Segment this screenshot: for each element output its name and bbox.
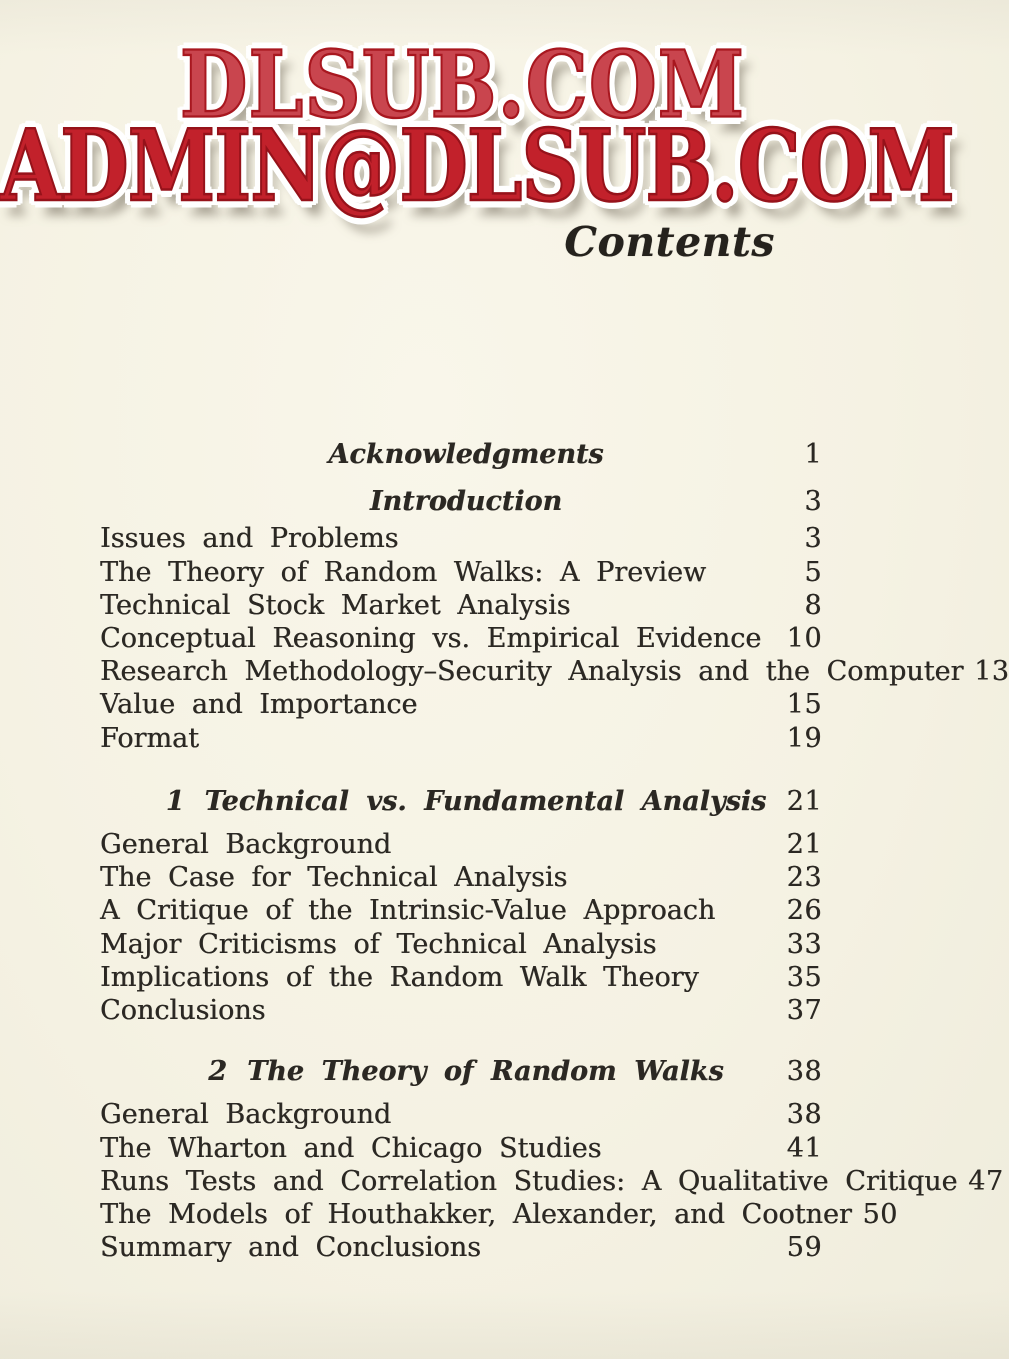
- toc-entry: [100, 1198, 898, 1231]
- toc-entry-title: Research Methodology–Security Analysis and the Computer: [100, 656, 964, 688]
- toc-entry-title: Technical Stock Market Analysis: [100, 589, 571, 621]
- toc-entry: [100, 688, 822, 721]
- toc-entry: [100, 1098, 822, 1131]
- toc-entry-title: The Wharton and Chicago Studies: [100, 1132, 602, 1164]
- toc-section-heading-text: 2 The Theory of Random Walks: [208, 1056, 724, 1088]
- toc-section-heading: [100, 785, 822, 818]
- watermark-line-2: ADMIN@DLSUB.COM: [0, 107, 954, 224]
- toc-entry-page-number: 23: [786, 862, 822, 894]
- toc-entry: [100, 928, 822, 961]
- toc-section-page-number: 21: [786, 785, 822, 817]
- toc-entry-title: Format: [100, 722, 199, 754]
- toc-entry-page-number: 19: [786, 722, 822, 754]
- toc-entry: [100, 828, 822, 861]
- toc-entry: [100, 994, 822, 1027]
- toc-section-page-number: 1: [804, 439, 822, 470]
- toc-section: [100, 438, 822, 471]
- toc-entry-page-number: 33: [786, 928, 822, 960]
- toc-section-heading: [100, 485, 822, 518]
- toc-entry: [100, 1165, 1004, 1198]
- toc-section: [100, 485, 1009, 755]
- toc-entry-page-number: 10: [786, 623, 822, 655]
- toc-entries: [100, 1098, 1004, 1264]
- toc-section-heading-text: 1 Technical vs. Fundamental Analysis: [165, 785, 767, 817]
- toc-entry-title: Issues and Problems: [100, 523, 399, 555]
- toc-entry: [100, 722, 822, 755]
- watermark-line-1: DLSUB.COM: [179, 31, 746, 140]
- toc-entry-page-number: 21: [786, 829, 822, 861]
- toc-entry-page-number: 3: [804, 523, 822, 555]
- toc-entry: [100, 1231, 822, 1264]
- toc-section-page-number: 38: [786, 1056, 822, 1088]
- toc-entry-title: General Background: [100, 829, 392, 861]
- table-of-contents: [100, 438, 1009, 1264]
- toc-entry-page-number: 41: [786, 1132, 822, 1164]
- toc-section-page-number: 3: [804, 486, 822, 518]
- toc-entry-page-number: 47: [968, 1165, 1004, 1197]
- toc-entry-title: Conceptual Reasoning vs. Empirical Evidence: [100, 623, 762, 655]
- toc-entry-title: Major Criticisms of Technical Analysis: [100, 928, 657, 960]
- chapter-number: 1: [165, 785, 185, 817]
- toc-entry-page-number: 13: [974, 656, 1009, 688]
- toc-entry-page-number: 35: [786, 961, 822, 993]
- toc-entry: [100, 1132, 822, 1165]
- page-title: Contents: [564, 218, 775, 266]
- toc-entry-title: Value and Importance: [100, 689, 418, 721]
- toc-entry-title: The Models of Houthakker, Alexander, and Cootner: [100, 1199, 852, 1231]
- toc-entry-title: Summary and Conclusions: [100, 1232, 481, 1264]
- toc-entry-page-number: 5: [804, 556, 822, 588]
- toc-section-heading-text: Acknowledgments: [328, 439, 604, 470]
- toc-section: [100, 1055, 1004, 1264]
- toc-entry-title: A Critique of the Intrinsic-Value Approach: [100, 895, 716, 927]
- toc-entry: [100, 861, 822, 894]
- toc-entry-page-number: 50: [862, 1199, 898, 1231]
- toc-entry: [100, 589, 822, 622]
- toc-entry-page-number: 26: [786, 895, 822, 927]
- toc-entry-title: Conclusions: [100, 995, 266, 1027]
- toc-section-heading: [100, 1055, 822, 1088]
- toc-entry-page-number: 8: [804, 589, 822, 621]
- toc-entry-page-number: 37: [786, 995, 822, 1027]
- toc-entries: [100, 522, 1009, 754]
- toc-entry: [100, 622, 822, 655]
- toc-entry: [100, 655, 1009, 688]
- toc-entry: [100, 522, 822, 555]
- toc-entry: [100, 894, 822, 927]
- chapter-number: 2: [208, 1056, 228, 1088]
- toc-entry: [100, 556, 822, 589]
- toc-section-heading: [100, 438, 822, 471]
- toc-entry-title: Runs Tests and Correlation Studies: A Qualitative Critique: [100, 1165, 958, 1197]
- toc-entry-title: The Case for Technical Analysis: [100, 862, 568, 894]
- toc-entry-title: Implications of the Random Walk Theory: [100, 961, 699, 993]
- toc-entry-page-number: 38: [786, 1099, 822, 1131]
- toc-entry-page-number: 59: [786, 1232, 822, 1264]
- toc-section-heading-text: Introduction: [369, 486, 563, 518]
- toc-entries: [100, 828, 822, 1027]
- toc-entry-title: The Theory of Random Walks: A Preview: [100, 556, 707, 588]
- toc-section: [100, 785, 822, 1027]
- toc-entry-title: General Background: [100, 1099, 392, 1131]
- toc-entry-page-number: 15: [786, 689, 822, 721]
- toc-entry: [100, 961, 822, 994]
